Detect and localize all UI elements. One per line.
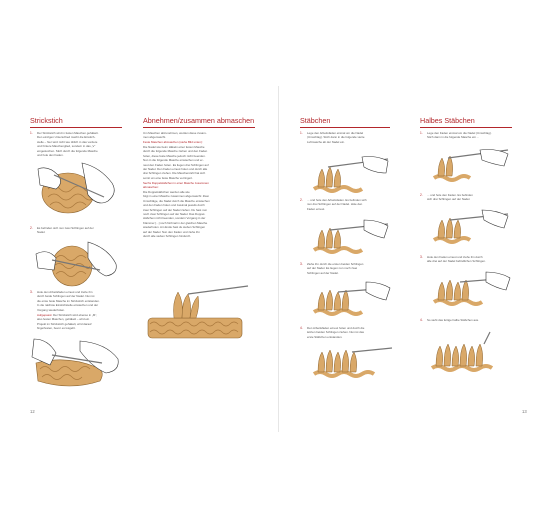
heading-rule bbox=[420, 127, 512, 128]
illustration-halbes-2 bbox=[428, 208, 514, 248]
heading-abnehmen: Abnehmen/zusammen abmaschen bbox=[143, 116, 255, 125]
illustration-halbes-1 bbox=[428, 146, 514, 186]
step-number: 2. bbox=[30, 226, 33, 230]
staebchen-step2: ... und hole den Arbeitsfaden. Es befinden sich nun drei Schlingen auf der Nadel. Hole den Faden erneut. bbox=[307, 198, 367, 211]
heading-rule bbox=[143, 127, 255, 128]
halbes-step2: ... und hole den Faden. Es befinden sich drei Schlingen auf der Nadel. bbox=[427, 193, 473, 202]
tip-label: Aufgepasst: bbox=[37, 313, 53, 317]
illustration-strickstich-1 bbox=[34, 157, 120, 221]
page-number-left: 12 bbox=[30, 409, 35, 414]
illustration-halbes-4 bbox=[428, 330, 514, 376]
abnehmen-sub2: Sechs Doppelstäbchen in einer Masche zusammen abmaschen: bbox=[143, 181, 209, 190]
halbes-step4: So sieht das fertige halbe Stäbchen aus. bbox=[427, 318, 479, 322]
abnehmen-para2: Die Nadel wie beim Häkeln einer festen Masche durch die folgende Masche ziehen und den Faden holen, diese feste Masche jedoch nicht beenden. Nun in die folgende Masche einstechen und er- neut den Faden holen. Es liegen drei Schlingen auf der Nadel. Den Faden erneut holen und durch alle drei Schlingen ziehen. Die Maschenzahl hat sich somit um eine feste Masche verringert. bbox=[143, 145, 209, 180]
abnehmen-para1: Um Maschen abzunehmen, werden diese zusam- men abgemascht. bbox=[143, 131, 207, 140]
heading-staebchen: Stäbchen bbox=[300, 116, 331, 125]
halbes-step3: Hole den Faden erneut und ziehe ihn durch alle drei auf der Nadel befindlichen Schlingen. bbox=[427, 255, 486, 264]
step-number: 3. bbox=[420, 255, 423, 259]
illustration-halbes-3 bbox=[428, 270, 514, 310]
halbes-step1: Lege den Faden einmal um die Nadel (Umschlag). Stich dann in die folgende Masche ein ... bbox=[427, 131, 492, 140]
staebchen-step4: Den Arbeitsfaden erneut holen und durch die letzten beiden Schlingen ziehen. Nun ist das erste Stäbchen entstanden. bbox=[307, 326, 365, 339]
tip-text: Der Strickstich wird ebenso in „M“, also festen Maschen, gehäkelt – wird ein Projekt im Strickstich gehäkelt, wird darauf fingerfesten, bevor es losgeht. bbox=[37, 313, 98, 331]
staebchen-step3: Ziehe ihn durch die ersten beiden Schlingen auf der Nadel. Es liegen nun noch zwei Schlingen auf der Nadel. bbox=[307, 262, 364, 275]
illustration-abnehmen bbox=[144, 284, 254, 344]
step-number: 4. bbox=[420, 318, 423, 322]
strickstich-step3: Hole den Arbeitsfaden erneut und ziehe ihn durch beide Schlingen auf der Nadel. Nun ist die erste feste Masche im Strickstich entstanden. In die nächste Einstichstelle einstechen und der Vorgang wiederholen. bbox=[37, 290, 100, 312]
step-number: 1. bbox=[30, 131, 33, 135]
step-number: 2. bbox=[420, 193, 423, 197]
illustration-staebchen-4 bbox=[308, 342, 394, 382]
strickstich-intro: Der Strickstich wird in festen Maschen gehäkelt. Den einzigen Unterschied macht die Einstich- stelle – hier wird nicht wie üblich in das vordere und hintere Maschenglied, sondern in das „V“ eingestochen. Stich durch die folgende Masche und hole den Faden. bbox=[37, 131, 99, 158]
illustration-strickstich-2 bbox=[34, 240, 120, 288]
step-number: 1. bbox=[420, 131, 423, 135]
staebchen-step1: Lege den Arbeitsfaden einmal um die Nadel (Umschlag). Stich dann in die folgende vierte Luftmasche ab der Nadel ein. bbox=[307, 131, 365, 144]
abnehmen-sub1: Feste Maschen abmaschen (siehe Bild unten): bbox=[143, 140, 203, 144]
page-gutter bbox=[278, 86, 279, 432]
strickstich-tip bbox=[37, 313, 127, 331]
step-number: 1. bbox=[300, 131, 303, 135]
heading-strickstich: Strickstich bbox=[30, 116, 63, 125]
strickstich-step2: Es befinden sich nun zwei Schlingen auf der Nadel. bbox=[37, 226, 94, 235]
step-number: 3. bbox=[30, 290, 33, 294]
step-number: 2. bbox=[300, 198, 303, 202]
heading-halbes-staebchen: Halbes Stäbchen bbox=[420, 116, 475, 125]
illustration-staebchen-3 bbox=[308, 280, 394, 320]
heading-rule bbox=[30, 127, 122, 128]
abnehmen-para3: Die Doppelstäbchen werden alle wie folgt in einer Masche zusammen abgemascht: Zwei Umschläge, die Nadel durch die Masche einstechen und den Faden holen und zweimal jeweils durch zwei Schlingen auf der Nadel ziehen. Du hast nun noch zwei Schlingen auf der Nadel. Das Doppel- stäbchen nicht beenden, sondern Vorgang in der Klammer [...] noch fünfmal in der gleichen Masche wiederholen. Am Ende hast du sieben Schlingen auf der Nadel. Nun den Faden und ziehe ihn durch alle sieben Schlingen hindurch. bbox=[143, 190, 210, 239]
heading-rule bbox=[300, 127, 390, 128]
illustration-strickstich-3 bbox=[30, 333, 122, 399]
illustration-staebchen-2 bbox=[308, 218, 394, 258]
illustration-staebchen-1 bbox=[308, 153, 394, 197]
page-number-right: 13 bbox=[522, 409, 527, 414]
step-number: 3. bbox=[300, 262, 303, 266]
step-number: 4. bbox=[300, 326, 303, 330]
